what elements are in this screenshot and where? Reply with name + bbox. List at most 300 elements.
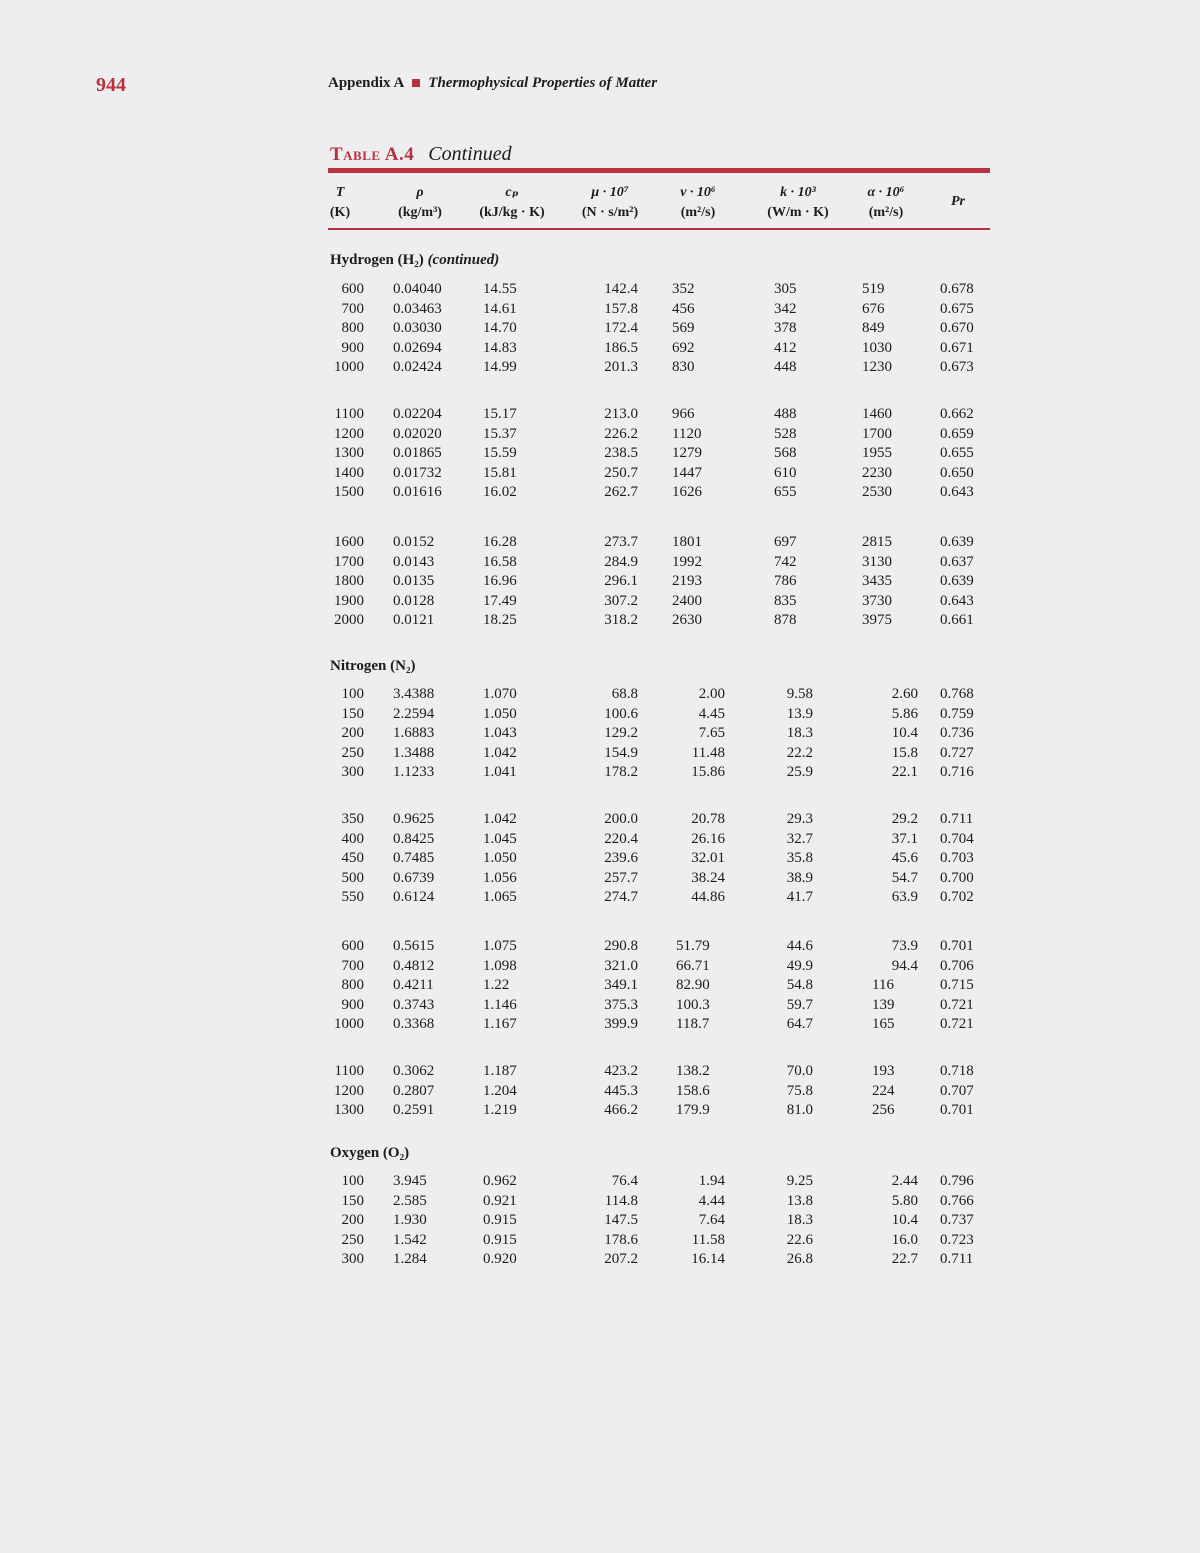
table-cell-rho: 0.02020 bbox=[393, 425, 442, 442]
table-cell-mu: 250.7 bbox=[604, 464, 638, 481]
table-cell-k: 29.3 bbox=[786, 811, 813, 827]
table-cell-T: 1000 bbox=[334, 1016, 364, 1032]
table-cell-k: 38.9 bbox=[786, 869, 813, 886]
table-cell-rho: 2.2594 bbox=[393, 705, 435, 722]
table-cell-nu: 2193 bbox=[672, 573, 702, 589]
table-cell-mu: 399.9 bbox=[604, 1016, 638, 1032]
column-unit: (K) bbox=[329, 205, 351, 220]
table-cell-T: 600 bbox=[341, 281, 364, 297]
table-cell-rho: 0.3743 bbox=[393, 996, 435, 1013]
table-cell-nu: 1447 bbox=[672, 464, 702, 481]
column-symbol: k · 10³ bbox=[780, 185, 816, 200]
table-cell-rho: 0.7485 bbox=[393, 850, 435, 866]
table-cell-pr: 0.701 bbox=[940, 938, 974, 954]
table-cell-cp: 1.050 bbox=[483, 850, 517, 866]
table-cell-k: 35.8 bbox=[786, 850, 813, 866]
table-cell-T: 200 bbox=[341, 725, 364, 741]
table-cell-alpha: 224 bbox=[872, 1082, 895, 1099]
table-cell-mu: 220.4 bbox=[604, 830, 638, 847]
table-cell-rho: 0.0135 bbox=[393, 573, 435, 589]
column-symbol: μ · 10⁷ bbox=[591, 185, 629, 200]
table-cell-k: 13.8 bbox=[786, 1192, 813, 1209]
table-cell-rho: 2.585 bbox=[393, 1192, 427, 1209]
table-cell-T: 150 bbox=[341, 1192, 364, 1209]
table-cell-pr: 0.716 bbox=[940, 764, 974, 780]
table-cell-cp: 1.204 bbox=[483, 1082, 517, 1099]
table-cell-k: 64.7 bbox=[786, 1016, 813, 1032]
table-cell-rho: 0.01616 bbox=[393, 484, 442, 500]
table-cell-cp: 1.146 bbox=[483, 996, 517, 1013]
table-cell-nu: 1120 bbox=[672, 425, 702, 442]
column-unit: (kg/m³) bbox=[398, 205, 442, 220]
table-cell-cp: 14.83 bbox=[483, 339, 517, 356]
table-cell-mu: 257.7 bbox=[604, 869, 638, 886]
table-cell-mu: 226.2 bbox=[604, 425, 638, 442]
table-cell-k: 786 bbox=[774, 573, 797, 589]
table-cell-alpha: 1955 bbox=[862, 445, 892, 461]
table-cell-k: 22.6 bbox=[786, 1231, 813, 1248]
table-cell-k: 448 bbox=[774, 359, 797, 375]
table-cell-cp: 14.55 bbox=[483, 281, 517, 297]
table-cell-rho: 1.3488 bbox=[393, 744, 435, 761]
table-cell-pr: 0.655 bbox=[940, 445, 974, 461]
table-cell-nu: 11.48 bbox=[691, 744, 725, 761]
table-cell-cp: 14.70 bbox=[483, 320, 517, 336]
table-cell-k: 41.7 bbox=[786, 889, 813, 905]
table-cell-pr: 0.700 bbox=[940, 869, 974, 886]
table-cell-rho: 0.2591 bbox=[393, 1102, 435, 1118]
table-cell-T: 1300 bbox=[334, 445, 364, 461]
table-cell-T: 550 bbox=[341, 889, 364, 905]
table-cell-T: 600 bbox=[341, 938, 364, 954]
table-cell-alpha: 63.9 bbox=[891, 889, 918, 905]
table-cell-cp: 0.920 bbox=[483, 1251, 517, 1267]
table-cell-pr: 0.643 bbox=[940, 592, 974, 609]
table-cell-T: 300 bbox=[341, 1251, 364, 1267]
table-cell-rho: 0.4211 bbox=[393, 977, 434, 993]
table-cell-nu: 4.45 bbox=[698, 705, 725, 722]
table-cell-k: 9.25 bbox=[786, 1173, 813, 1189]
table-cell-k: 412 bbox=[774, 339, 797, 356]
table-cell-pr: 0.659 bbox=[940, 425, 974, 442]
table-cell-mu: 445.3 bbox=[604, 1082, 638, 1099]
table-cell-k: 9.58 bbox=[786, 686, 813, 702]
table-cell-alpha: 3130 bbox=[862, 553, 892, 570]
table-cell-alpha: 16.0 bbox=[891, 1231, 918, 1248]
table-cell-cp: 14.99 bbox=[483, 359, 517, 375]
table-cell-pr: 0.643 bbox=[940, 484, 974, 500]
table-cell-rho: 0.6124 bbox=[393, 889, 435, 905]
table-cell-pr: 0.661 bbox=[940, 612, 974, 628]
table-cell-mu: 201.3 bbox=[604, 359, 638, 375]
table-cell-rho: 0.8425 bbox=[393, 830, 435, 847]
table-cell-pr: 0.759 bbox=[940, 705, 974, 722]
table-cell-cp: 15.81 bbox=[483, 464, 517, 481]
table-cell-rho: 0.3368 bbox=[393, 1016, 435, 1032]
table-cell-mu: 349.1 bbox=[604, 977, 638, 993]
table-cell-rho: 0.01732 bbox=[393, 464, 442, 481]
table-cell-nu: 51.79 bbox=[676, 938, 710, 954]
table-header-rule bbox=[328, 228, 990, 230]
table-cell-k: 305 bbox=[774, 281, 797, 297]
table-cell-k: 59.7 bbox=[786, 996, 813, 1013]
table-cell-mu: 76.4 bbox=[611, 1173, 638, 1189]
table-cell-T: 1200 bbox=[334, 425, 364, 442]
table-cell-rho: 0.9625 bbox=[393, 811, 435, 827]
table-cell-nu: 32.01 bbox=[691, 850, 725, 866]
section-name: Hydrogen (H₂) bbox=[330, 252, 424, 268]
table-cell-mu: 296.1 bbox=[604, 573, 638, 589]
table-cell-mu: 100.6 bbox=[604, 705, 638, 722]
table-cell-pr: 0.650 bbox=[940, 464, 974, 481]
table-cell-rho: 0.6739 bbox=[393, 869, 435, 886]
table-cell-cp: 16.02 bbox=[483, 484, 517, 500]
table-cell-pr: 0.678 bbox=[940, 281, 974, 297]
table-cell-pr: 0.702 bbox=[940, 889, 974, 905]
table-cell-rho: 3.4388 bbox=[393, 686, 435, 702]
table-cell-pr: 0.637 bbox=[940, 553, 974, 570]
table-cell-pr: 0.721 bbox=[940, 1016, 974, 1032]
table-cell-cp: 0.915 bbox=[483, 1231, 517, 1248]
table-cell-cp: 1.043 bbox=[483, 725, 517, 741]
table-cell-T: 1100 bbox=[334, 1063, 364, 1079]
table-cell-k: 18.3 bbox=[786, 725, 813, 741]
table-cell-cp: 0.915 bbox=[483, 1212, 517, 1228]
column-unit: (kJ/kg · K) bbox=[479, 205, 545, 220]
table-cell-T: 250 bbox=[341, 744, 364, 761]
table-cell-nu: 2630 bbox=[672, 612, 702, 628]
table-cell-alpha: 1230 bbox=[862, 359, 892, 375]
table-cell-nu: 4.44 bbox=[698, 1192, 725, 1209]
table-cell-nu: 830 bbox=[672, 359, 695, 375]
column-symbol: cₚ bbox=[505, 185, 519, 200]
table-cell-alpha: 2.60 bbox=[891, 686, 918, 702]
table-cell-cp: 1.045 bbox=[483, 830, 517, 847]
running-head-appendix: Appendix A bbox=[328, 75, 405, 91]
table-cell-mu: 147.5 bbox=[604, 1212, 638, 1228]
table-cell-nu: 2.00 bbox=[698, 686, 725, 702]
table-cell-alpha: 94.4 bbox=[891, 957, 918, 974]
table-cell-mu: 172.4 bbox=[604, 320, 638, 336]
table-cell-k: 22.2 bbox=[786, 744, 813, 761]
table-cell-T: 250 bbox=[341, 1231, 364, 1248]
table-cell-rho: 0.02694 bbox=[393, 339, 442, 356]
table-cell-pr: 0.671 bbox=[940, 339, 974, 356]
column-symbol: Pr bbox=[951, 194, 965, 209]
table-cell-pr: 0.707 bbox=[940, 1082, 974, 1099]
table-cell-mu: 307.2 bbox=[604, 592, 638, 609]
table-cell-pr: 0.706 bbox=[940, 957, 974, 974]
table-cell-k: 26.8 bbox=[786, 1251, 813, 1267]
table-cell-k: 70.0 bbox=[786, 1063, 813, 1079]
table-cell-mu: 186.5 bbox=[604, 339, 638, 356]
table-cell-cp: 17.49 bbox=[483, 592, 517, 609]
table-cell-k: 378 bbox=[774, 320, 797, 336]
table-cell-rho: 1.1233 bbox=[393, 764, 435, 780]
table-cell-k: 655 bbox=[774, 484, 797, 500]
table-cell-alpha: 3730 bbox=[862, 592, 892, 609]
table-cell-T: 100 bbox=[341, 686, 364, 702]
table-cell-alpha: 676 bbox=[862, 300, 885, 317]
table-cell-mu: 239.6 bbox=[604, 850, 638, 866]
section-title bbox=[330, 252, 499, 269]
table-cell-pr: 0.768 bbox=[940, 686, 974, 702]
table-cell-cp: 15.59 bbox=[483, 445, 517, 461]
table-cell-nu: 966 bbox=[672, 406, 695, 422]
table-cell-nu: 569 bbox=[672, 320, 695, 336]
table-cell-alpha: 1460 bbox=[862, 406, 892, 422]
table-cell-mu: 178.2 bbox=[604, 764, 638, 780]
table-cell-pr: 0.711 bbox=[940, 811, 974, 827]
table-cell-T: 1100 bbox=[334, 406, 364, 422]
section-title bbox=[330, 658, 415, 675]
table-cell-rho: 0.0152 bbox=[393, 534, 435, 550]
table-cell-pr: 0.711 bbox=[940, 1251, 974, 1267]
table-cell-T: 1800 bbox=[334, 573, 364, 589]
table-cell-nu: 456 bbox=[672, 300, 695, 317]
table-cell-nu: 138.2 bbox=[676, 1063, 710, 1079]
table-cell-pr: 0.718 bbox=[940, 1063, 974, 1079]
table-cell-pr: 0.766 bbox=[940, 1192, 974, 1209]
table-cell-pr: 0.737 bbox=[940, 1212, 974, 1228]
table-cell-pr: 0.639 bbox=[940, 573, 974, 589]
table-cell-k: 528 bbox=[774, 425, 797, 442]
table-cell-T: 800 bbox=[341, 977, 364, 993]
table-cell-nu: 1801 bbox=[672, 534, 702, 550]
table-cell-nu: 82.90 bbox=[676, 977, 710, 993]
section-title bbox=[330, 1145, 409, 1162]
table-cell-alpha: 519 bbox=[862, 281, 885, 297]
table-cell-alpha: 3435 bbox=[862, 573, 892, 589]
column-symbol: ρ bbox=[416, 185, 424, 200]
table-cell-alpha: 73.9 bbox=[891, 938, 918, 954]
table-cell-pr: 0.673 bbox=[940, 359, 974, 375]
table-cell-k: 75.8 bbox=[786, 1082, 813, 1099]
table-cell-rho: 1.542 bbox=[393, 1231, 427, 1248]
table-cell-cp: 16.96 bbox=[483, 573, 517, 589]
table-cell-mu: 466.2 bbox=[604, 1102, 638, 1118]
table-cell-alpha: 22.7 bbox=[891, 1251, 918, 1267]
table-cell-nu: 2400 bbox=[672, 592, 702, 609]
table-cell-alpha: 10.4 bbox=[891, 725, 918, 741]
table-cell-T: 2000 bbox=[334, 612, 364, 628]
table-cell-pr: 0.704 bbox=[940, 830, 974, 847]
table-cell-rho: 0.2807 bbox=[393, 1082, 435, 1099]
table-cell-nu: 158.6 bbox=[676, 1082, 710, 1099]
table-cell-cp: 1.167 bbox=[483, 1016, 517, 1032]
table-cell-T: 800 bbox=[341, 320, 364, 336]
table-cell-alpha: 1030 bbox=[862, 339, 892, 356]
table-cell-pr: 0.675 bbox=[940, 300, 974, 317]
table-cell-mu: 423.2 bbox=[604, 1063, 638, 1079]
table-cell-T: 1300 bbox=[334, 1102, 364, 1118]
table-cell-alpha: 139 bbox=[872, 996, 895, 1013]
table-cell-k: 44.6 bbox=[786, 938, 813, 954]
table-cell-alpha: 5.86 bbox=[891, 705, 918, 722]
table-cell-rho: 0.03030 bbox=[393, 320, 442, 336]
table-cell-cp: 18.25 bbox=[483, 612, 517, 628]
table-cell-T: 700 bbox=[341, 957, 364, 974]
table-cell-T: 450 bbox=[341, 850, 364, 866]
table-cell-cp: 1.070 bbox=[483, 686, 517, 702]
table-cell-T: 1500 bbox=[334, 484, 364, 500]
section-name: Oxygen (O₂) bbox=[330, 1145, 410, 1161]
table-cell-alpha: 15.8 bbox=[891, 744, 918, 761]
table-cell-T: 200 bbox=[341, 1212, 364, 1228]
table-cell-k: 742 bbox=[774, 553, 797, 570]
table-cell-rho: 0.3062 bbox=[393, 1063, 435, 1079]
table-cell-mu: 68.8 bbox=[611, 686, 638, 702]
column-unit: (m²/s) bbox=[680, 205, 716, 220]
table-cell-k: 878 bbox=[774, 612, 797, 628]
table-cell-rho: 1.6883 bbox=[393, 725, 435, 741]
table-cell-T: 1400 bbox=[334, 464, 364, 481]
table-cell-cp: 1.219 bbox=[483, 1102, 517, 1118]
table-cell-T: 700 bbox=[341, 300, 364, 317]
table-cell-cp: 1.187 bbox=[483, 1063, 517, 1079]
table-cell-k: 610 bbox=[774, 464, 797, 481]
table-cell-nu: 16.14 bbox=[691, 1251, 725, 1267]
table-cell-alpha: 22.1 bbox=[891, 764, 918, 780]
table-cell-nu: 66.71 bbox=[676, 957, 710, 974]
table-cell-k: 25.9 bbox=[786, 764, 813, 780]
table-cell-T: 1200 bbox=[334, 1082, 364, 1099]
table-cell-mu: 262.7 bbox=[604, 484, 638, 500]
table-cell-alpha: 116 bbox=[872, 977, 894, 993]
table-cell-pr: 0.662 bbox=[940, 406, 974, 422]
table-cell-pr: 0.727 bbox=[940, 744, 974, 761]
table-cell-rho: 0.02204 bbox=[393, 406, 442, 422]
table-cell-k: 835 bbox=[774, 592, 797, 609]
table-cell-rho: 0.5615 bbox=[393, 938, 435, 954]
table-cell-mu: 114.8 bbox=[604, 1192, 638, 1209]
table-cell-mu: 178.6 bbox=[604, 1231, 638, 1248]
page-number: 944 bbox=[96, 74, 126, 96]
column-symbol: ν · 10⁶ bbox=[680, 185, 716, 200]
table-cell-nu: 26.16 bbox=[691, 830, 725, 847]
table-cell-cp: 0.921 bbox=[483, 1192, 517, 1209]
table-cell-cp: 15.37 bbox=[483, 425, 517, 442]
table-cell-k: 568 bbox=[774, 445, 797, 461]
table-cell-k: 54.8 bbox=[786, 977, 813, 993]
table-cell-T: 500 bbox=[341, 869, 364, 886]
table-cell-pr: 0.736 bbox=[940, 725, 974, 741]
table-cell-T: 400 bbox=[341, 830, 364, 847]
table-cell-mu: 142.4 bbox=[604, 281, 638, 297]
table-cell-nu: 1.94 bbox=[698, 1173, 725, 1189]
table-cell-T: 300 bbox=[341, 764, 364, 780]
table-cell-mu: 375.3 bbox=[604, 996, 638, 1013]
table-cell-pr: 0.723 bbox=[940, 1231, 974, 1248]
table-cell-nu: 15.86 bbox=[691, 764, 725, 780]
table-cell-cp: 1.075 bbox=[483, 938, 517, 954]
table-cell-alpha: 37.1 bbox=[891, 830, 918, 847]
table-cell-mu: 200.0 bbox=[604, 811, 638, 827]
table-cell-nu: 44.86 bbox=[691, 889, 725, 905]
table-cell-cp: 1.041 bbox=[483, 764, 517, 780]
table-cell-alpha: 2230 bbox=[862, 464, 892, 481]
table-cell-k: 49.9 bbox=[786, 957, 813, 974]
table-cell-nu: 38.24 bbox=[691, 869, 725, 886]
table-top-rule bbox=[328, 168, 990, 173]
table-cell-T: 350 bbox=[341, 811, 364, 827]
running-head-subject: Thermophysical Properties of Matter bbox=[428, 75, 658, 91]
table-cell-cp: 1.050 bbox=[483, 705, 517, 722]
table-cell-cp: 1.056 bbox=[483, 869, 517, 886]
table-cell-mu: 213.0 bbox=[604, 406, 638, 422]
table-cell-pr: 0.639 bbox=[940, 534, 974, 550]
column-unit: (m²/s) bbox=[868, 205, 904, 220]
table-cell-pr: 0.703 bbox=[940, 850, 974, 866]
table-cell-nu: 100.3 bbox=[676, 996, 710, 1013]
table-cell-mu: 290.8 bbox=[604, 938, 638, 954]
column-unit: (N · s/m²) bbox=[581, 205, 639, 220]
table-cell-T: 1700 bbox=[334, 553, 364, 570]
table-cell-pr: 0.796 bbox=[940, 1173, 974, 1189]
table-cell-mu: 284.9 bbox=[604, 553, 638, 570]
table-cell-pr: 0.701 bbox=[940, 1102, 974, 1118]
table-cell-nu: 1279 bbox=[672, 445, 702, 461]
table-cell-alpha: 3975 bbox=[862, 612, 892, 628]
running-head bbox=[328, 75, 657, 92]
table-cell-alpha: 2.44 bbox=[891, 1173, 918, 1189]
table-cell-rho: 0.04040 bbox=[393, 281, 442, 297]
table-cell-alpha: 2815 bbox=[862, 534, 892, 550]
table-cell-nu: 179.9 bbox=[676, 1102, 710, 1118]
table-cell-cp: 0.962 bbox=[483, 1173, 517, 1189]
table-cell-k: 18.3 bbox=[786, 1212, 813, 1228]
table-cell-alpha: 193 bbox=[872, 1063, 895, 1079]
table-cell-rho: 3.945 bbox=[393, 1173, 427, 1189]
table-cell-rho: 1.284 bbox=[393, 1251, 427, 1267]
table-cell-nu: 11.58 bbox=[691, 1231, 725, 1248]
table-cell-pr: 0.721 bbox=[940, 996, 974, 1013]
table-cell-alpha: 849 bbox=[862, 320, 885, 336]
section-note: (continued) bbox=[427, 252, 500, 268]
table-cell-rho: 0.02424 bbox=[393, 359, 442, 375]
table-continued: Continued bbox=[428, 143, 512, 165]
table-cell-mu: 157.8 bbox=[604, 300, 638, 317]
table-cell-alpha: 256 bbox=[872, 1102, 895, 1118]
table-cell-alpha: 165 bbox=[872, 1016, 895, 1032]
column-unit: (W/m · K) bbox=[767, 205, 829, 220]
table-cell-mu: 318.2 bbox=[604, 612, 638, 628]
table-cell-k: 32.7 bbox=[786, 830, 813, 847]
table-cell-mu: 238.5 bbox=[604, 445, 638, 461]
table-cell-alpha: 5.80 bbox=[891, 1192, 918, 1209]
table-cell-alpha: 29.2 bbox=[891, 811, 918, 827]
table-cell-T: 900 bbox=[341, 339, 364, 356]
table-cell-mu: 129.2 bbox=[604, 725, 638, 741]
table-cell-rho: 0.01865 bbox=[393, 445, 442, 461]
column-symbol: T bbox=[335, 185, 345, 200]
table-cell-rho: 1.930 bbox=[393, 1212, 427, 1228]
table-cell-T: 1000 bbox=[334, 359, 364, 375]
table-cell-mu: 274.7 bbox=[604, 889, 638, 905]
table-cell-T: 900 bbox=[341, 996, 364, 1013]
table-cell-cp: 14.61 bbox=[483, 300, 517, 317]
table-cell-pr: 0.670 bbox=[940, 320, 974, 336]
table-cell-k: 342 bbox=[774, 300, 797, 317]
table-cell-nu: 7.65 bbox=[698, 725, 725, 741]
table-cell-cp: 1.042 bbox=[483, 744, 517, 761]
table-cell-cp: 1.065 bbox=[483, 889, 517, 905]
table-cell-alpha: 1700 bbox=[862, 425, 892, 442]
table-cell-nu: 118.7 bbox=[676, 1016, 710, 1032]
table-cell-k: 697 bbox=[774, 534, 797, 550]
table-cell-nu: 20.78 bbox=[691, 811, 725, 827]
table-label: Table A.4 bbox=[330, 144, 415, 165]
